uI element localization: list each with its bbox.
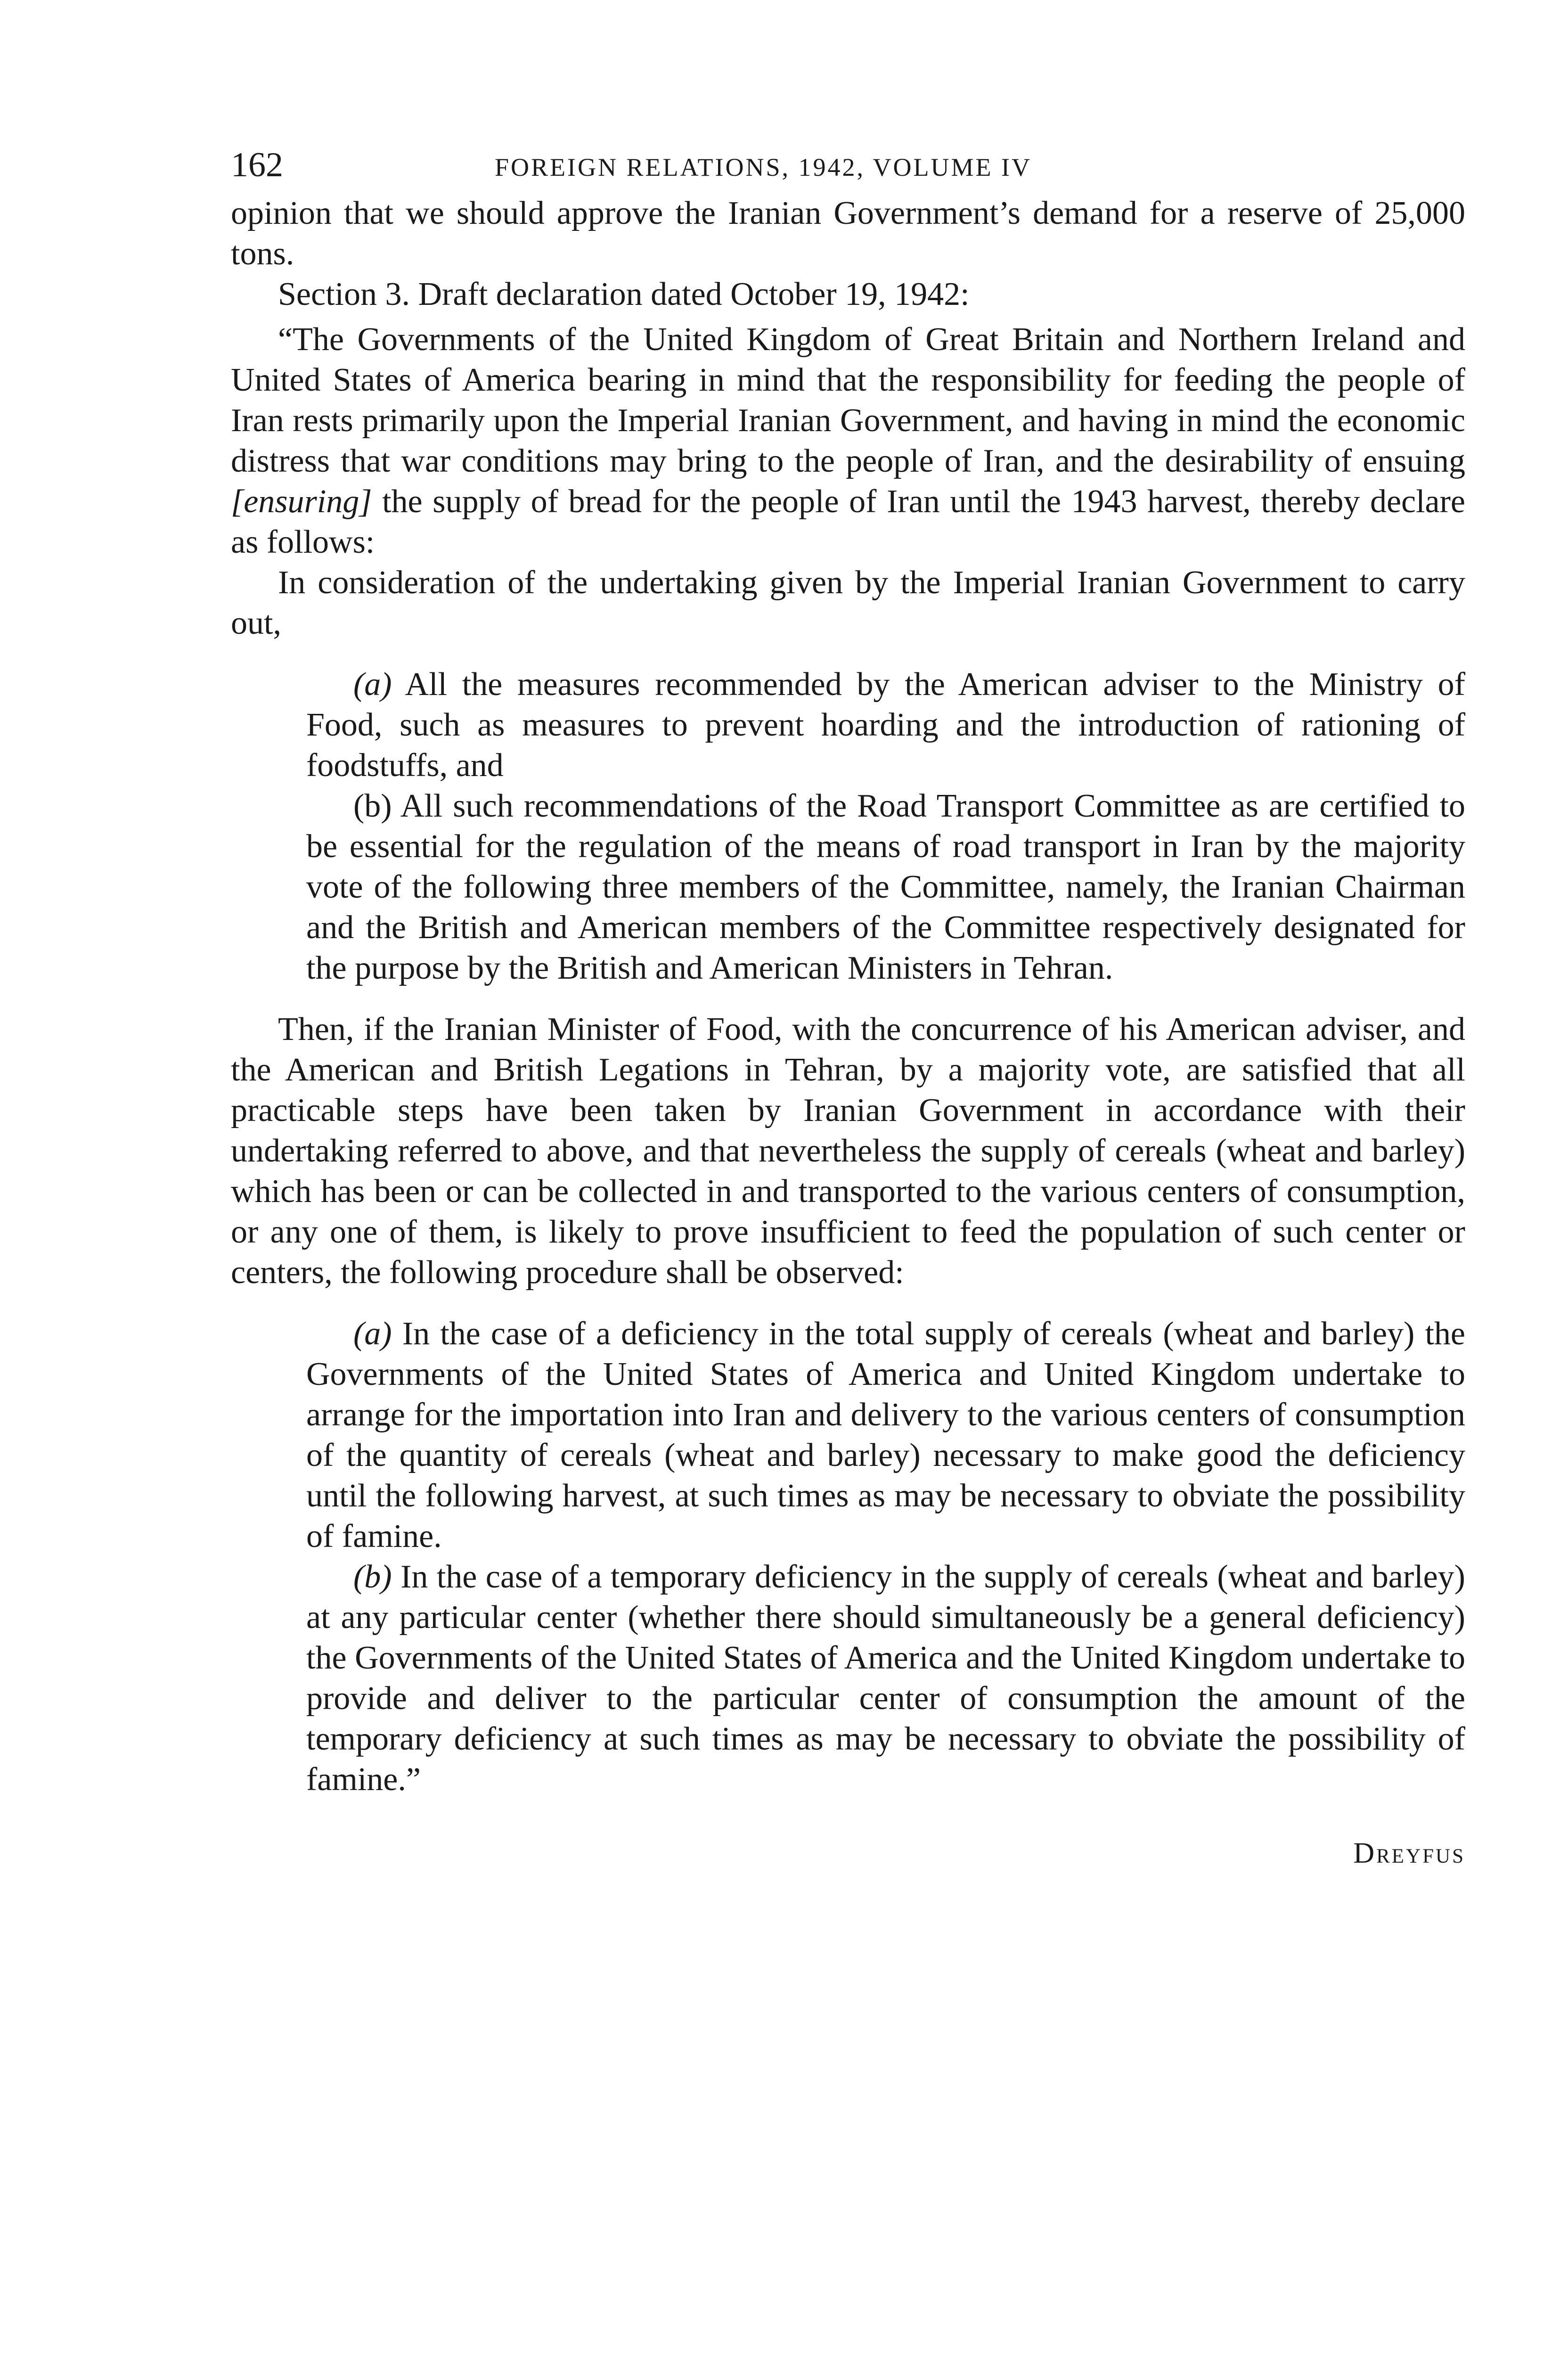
clause-b-transport: (b) All such recommendations of the Road Transport Committee as are certified to be essential for the regulation of the means of road transport in Iran by the majority vote of the following three members of the Committee, namely, the Iranian Chairman and the British and American members of the Committee respectively designated for the purpose by the British and American Ministers in Tehran. <box>306 788 1465 986</box>
clause-a-measures <box>306 664 1465 786</box>
clause-label: (b) <box>353 1559 392 1595</box>
clause-text: All the measures recommended by the American adviser to the Ministry of Food, such as measures to prevent hoarding and the introduction of rationing of foodstuffs, and <box>306 666 1465 784</box>
editorial-correction: [ensuring] <box>231 483 372 520</box>
clause-label: (a) <box>353 666 392 703</box>
clause-text: In the case of a temporary deficiency in the supply of cereals (wheat and barley) at any particular center (whether there should simultaneously be a general deficiency) the Governments of the United States of America and the United Kingdom undertake to provide and deliver to the particular center of consumption the amount of the temporary deficiency at such times as may be necessary to obviate the possibility of famine.” <box>306 1559 1465 1798</box>
preamble-text-end: the supply of bread for the people of Iran until the 1943 harvest, thereby declare as follows: <box>231 483 1465 560</box>
document-page <box>231 141 1465 1873</box>
document-body <box>231 193 1465 1873</box>
paragraph-continuation: opinion that we should approve the Iranian Government’s demand for a reserve of 25,000 tons. <box>231 195 1465 272</box>
preamble-text-start: “The Governments of the United Kingdom of Great Britain and Northern Ireland and United States of America bearing in mind that the responsibility for feeding the people of Iran rests primarily upon the Imperial Iranian Government, and having in mind the economic distress that war conditions may bring to the people of Iran, and the desirability of ensuing <box>231 321 1465 479</box>
page-number: 162 <box>231 146 283 184</box>
paragraph-procedure: Then, if the Iranian Minister of Food, with the concurrence of his American adviser, and the American and British Legations in Tehran, by a majority vote, are satisfied that all practicable steps have been taken by Iranian Government in accordance with their undertaking referred to above, and that nevertheless the supply of cereals (wheat and barley) which has been or can be collected in and transported to the various centers of consumption, or any one of them, is likely to prove insufficient to feed the population of such center or centers, the following procedure shall be observed: <box>231 1011 1465 1291</box>
paragraph-section-3: Section 3. Draft declaration dated October 19, 1942: <box>278 276 970 312</box>
clause-b-temporary-deficiency <box>306 1557 1465 1800</box>
paragraph-declaration-preamble <box>231 319 1465 563</box>
clause-text: In the case of a deficiency in the total supply of cereals (wheat and barley) the Governments of the United States of America and United Kingdom undertake to arrange for the importation into Iran and delivery to the various centers of consumption of the quantity of cereals (wheat and barley) necessary to make good the deficiency until the following harvest, at such times as may be necessary to obviate the possibility of famine. <box>306 1316 1465 1554</box>
clause-a-total-deficiency <box>306 1314 1465 1557</box>
clause-label: (a) <box>353 1316 392 1352</box>
signature: Dreyfus <box>1353 1837 1465 1869</box>
running-head: FOREIGN RELATIONS, 1942, VOLUME IV <box>495 153 1032 181</box>
page-header <box>231 141 1465 193</box>
paragraph-consideration: In consideration of the undertaking given by the Imperial Iranian Government to carry out, <box>231 564 1465 641</box>
